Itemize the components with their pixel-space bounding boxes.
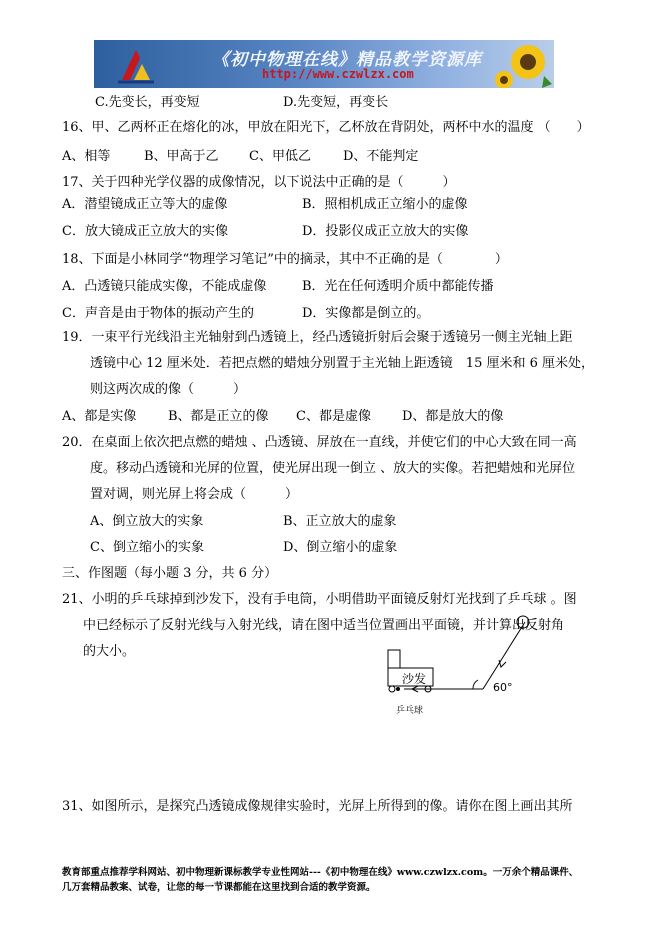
sunflower-icon — [494, 40, 554, 88]
footer-line1: 教育部重点推荐学科网站、初中物理新课标教学专业性网站---《初中物理在线》www.czwlzx.com。一万余个精品课件、 — [62, 867, 579, 878]
section-three-heading: 三、作图题（每小题 3 分，共 6 分） — [62, 566, 278, 581]
option-16-d: D、不能判定 — [343, 149, 419, 164]
option-19-b: B、都是正立的像 — [168, 409, 269, 424]
header-banner — [94, 40, 554, 88]
sofa-label: 沙发 — [402, 672, 427, 686]
angle-label: 60° — [493, 681, 513, 694]
reflection-figure — [380, 608, 530, 712]
question-20-line3: 置对调，则光屏上将会成（ ） — [90, 487, 299, 502]
question-18: 18、下面是小林同学“物理学习笔记”中的摘录，其中不正确的是（ ） — [62, 252, 508, 267]
footer-line2: 几万套精品教案、试卷，让您的每一节课都能在这里找到合适的教学资源。 — [62, 882, 376, 893]
option-20-b: B、正立放大的虚象 — [283, 514, 397, 529]
option-15-d: D.先变短，再变长 — [283, 95, 389, 110]
logo-icon — [116, 46, 156, 84]
question-21-line1: 21、小明的乒乓球掉到沙发下，没有手电筒，小明借助平面镜反射灯光找到了乒乓球 。图 — [62, 592, 577, 607]
option-19-c: C、都是虚像 — [296, 409, 371, 424]
option-17-d: D．投影仪成正立放大的实像 — [302, 224, 469, 239]
option-18-a: A．凸透镜只能成实像，不能成虚像 — [62, 279, 267, 294]
option-20-a: A、倒立放大的实象 — [90, 514, 204, 529]
option-15-c: C.先变长，再变短 — [95, 95, 200, 110]
option-20-d: D、倒立缩小的虚象 — [283, 540, 398, 555]
question-19-line2: 透镜中心 12 厘米处．若把点燃的蜡烛分别置于主光轴上距透镜 15 厘米和 6 厘米处， — [90, 356, 595, 371]
option-16-a: A、相等 — [62, 149, 111, 164]
angle-arc — [473, 680, 478, 689]
question-21-line2: 中已经标示了反射光线与入射光线，请在图中适当位置画出平面镜，并计算出反射角 — [83, 618, 565, 633]
option-18-d: D．实像都是倒立的。 — [302, 306, 430, 321]
option-18-b: B．光在任何透明介质中都能传播 — [302, 279, 494, 294]
option-18-c: C．声音是由于物体的振动产生的 — [62, 306, 254, 321]
option-17-c: C．放大镜成正立放大的实像 — [62, 224, 228, 239]
question-20-line2: 度。移动凸透镜和光屏的位置，使光屏出现一倒立 、放大的实像。若把蜡烛和光屏位 — [90, 461, 576, 476]
ping-pong-ball — [396, 687, 400, 691]
option-20-c: C、倒立缩小的实象 — [90, 540, 204, 555]
sofa-leg — [389, 686, 395, 692]
option-17-b: B．照相机成正立缩小的虚像 — [302, 197, 468, 212]
question-20-line1: 20．在桌面上依次把点燃的蜡烛 、凸透镜、屏放在一直线，并使它们的中心大致在同一高 — [62, 435, 577, 450]
incident-ray — [483, 622, 525, 689]
option-19-d: D、都是放大的像 — [402, 409, 504, 424]
lamp-icon — [517, 616, 529, 628]
option-19-a: A、都是实像 — [62, 409, 137, 424]
question-17: 17、关于四种光学仪器的成像情况，以下说法中正确的是（ ） — [62, 175, 456, 190]
banner-title: 《初中物理在线》精品教学资源库 — [212, 50, 482, 70]
option-17-a: A．潜望镜成正立等大的虚像 — [62, 197, 228, 212]
question-21-line3: 的大小。 — [83, 644, 136, 659]
question-16: 16、甲、乙两杯正在熔化的冰，甲放在阳光下，乙杯放在背阴处，两杯中水的温度 （ ） — [62, 120, 590, 135]
question-31: 31、如图所示，是探究凸透镜成像规律实验时，光屏上所得到的像。请你在图上画出其所 — [62, 799, 573, 814]
banner-url: http://www.czwlzx.com — [262, 67, 414, 81]
sofa-back — [388, 650, 400, 668]
question-19-line1: 19．一束平行光线沿主光轴射到凸透镜上，经凸透镜折射后会聚于透镜另一侧主光轴上距 — [62, 330, 573, 345]
ball-label: 乒乓球 — [396, 706, 424, 716]
option-16-c: C、甲低乙 — [249, 149, 311, 164]
question-19-line3: 则这两次成的像（ ） — [90, 382, 247, 397]
option-16-b: B、甲高于乙 — [144, 149, 219, 164]
